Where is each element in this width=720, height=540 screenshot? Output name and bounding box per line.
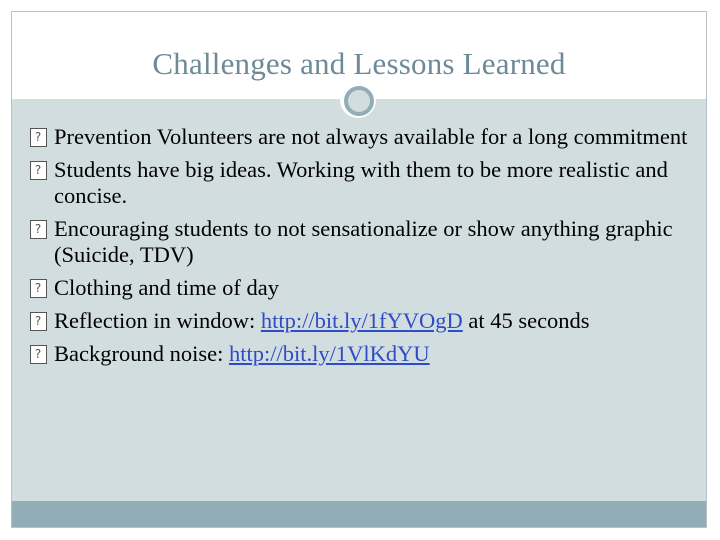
bullet-item [30,308,700,334]
bullet-text-prefix: Background noise: [54,341,229,366]
bullet-item [30,124,700,150]
bullet-text: Encouraging students to not sensationalize or show anything graphic (Suicide, TDV) [54,216,673,267]
bullet-box-icon [30,312,47,331]
bullet-item [30,157,700,209]
slide-title: Challenges and Lessons Learned [152,46,566,81]
bullet-box-icon [30,345,47,364]
bullet-text: Students have big ideas. Working with them to be more realistic and concise. [54,157,668,208]
bullet-list [30,124,700,374]
footer-bar [12,501,706,527]
bullet-text: Clothing and time of day [54,275,279,300]
bullet-text-prefix: Reflection in window: [54,308,261,333]
bullet-text: Prevention Volunteers are not always available for a long commitment [54,124,688,149]
bullet-box-icon [30,220,47,239]
bullet-box-icon [30,161,47,180]
bullet-item [30,275,700,301]
bullet-box-icon [30,128,47,147]
reflection-video-link[interactable]: http://bit.ly/1fYVOgD [260,308,463,333]
bullet-item [30,341,700,367]
background-noise-video-link[interactable]: http://bit.ly/1VlKdYU [228,341,430,366]
bullet-text-suffix: at 45 seconds [462,308,590,333]
divider-ring-icon [340,82,376,118]
bullet-box-icon [30,279,47,298]
bullet-item [30,216,700,268]
